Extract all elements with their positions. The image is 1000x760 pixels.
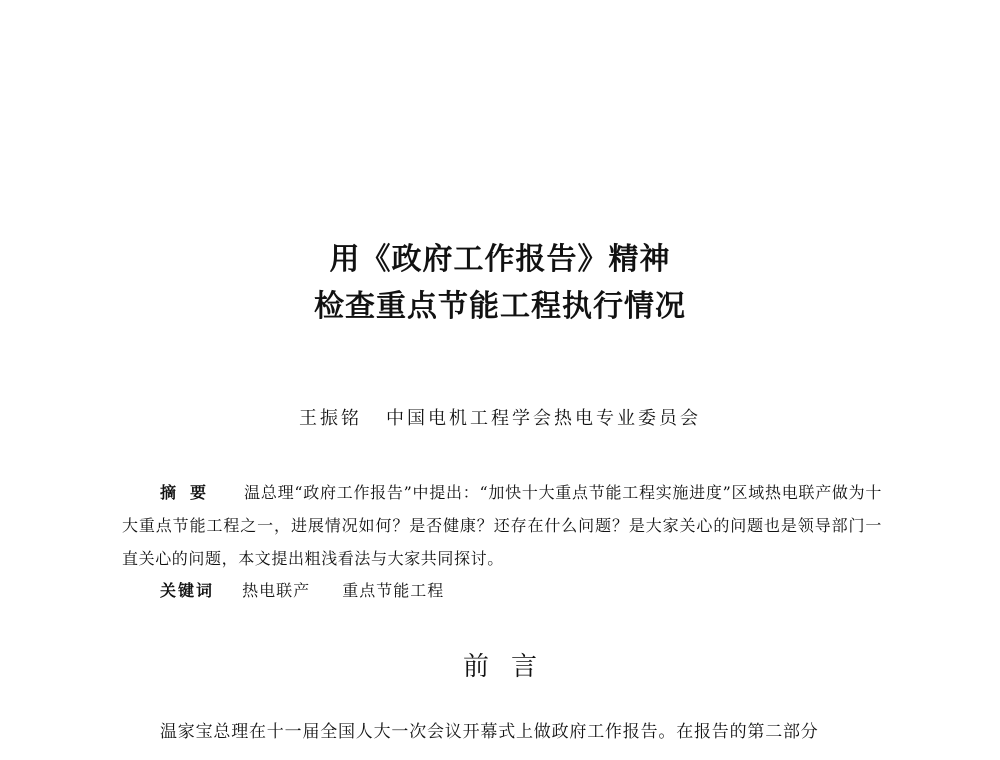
author-line: [0, 404, 1000, 430]
keyword-item: 重点节能工程: [342, 581, 445, 600]
body-paragraph: 温家宝总理在十一届全国人大一次会议开幕式上做政府工作报告。在报告的第二部分: [160, 722, 819, 742]
paper-title-line-2: 检查重点节能工程执行情况: [314, 289, 686, 324]
keywords-label: 关键词: [160, 581, 215, 600]
paper-title-line-1: 用《政府工作报告》精神: [329, 242, 671, 277]
author-name: 王振铭: [299, 408, 362, 429]
section-heading: 前言: [462, 652, 559, 682]
abstract-label: 摘要: [160, 483, 221, 502]
abstract-text: 温总理“政府工作报告”中提出：“加快十大重点节能工程实施进度”区域热电联产做为十大重点节能工程之一，进展情况如何？是否健康？还存在什么问题？是大家关心的问题也是领导部门一直关心的问题，本文提出粗浅看法与大家共同探讨。: [122, 483, 882, 568]
keywords: [160, 578, 470, 601]
abstract: [122, 476, 882, 575]
author-affiliation: 中国电机工程学会热电专业委员会: [386, 408, 701, 429]
keyword-item: 热电联产: [242, 581, 311, 600]
